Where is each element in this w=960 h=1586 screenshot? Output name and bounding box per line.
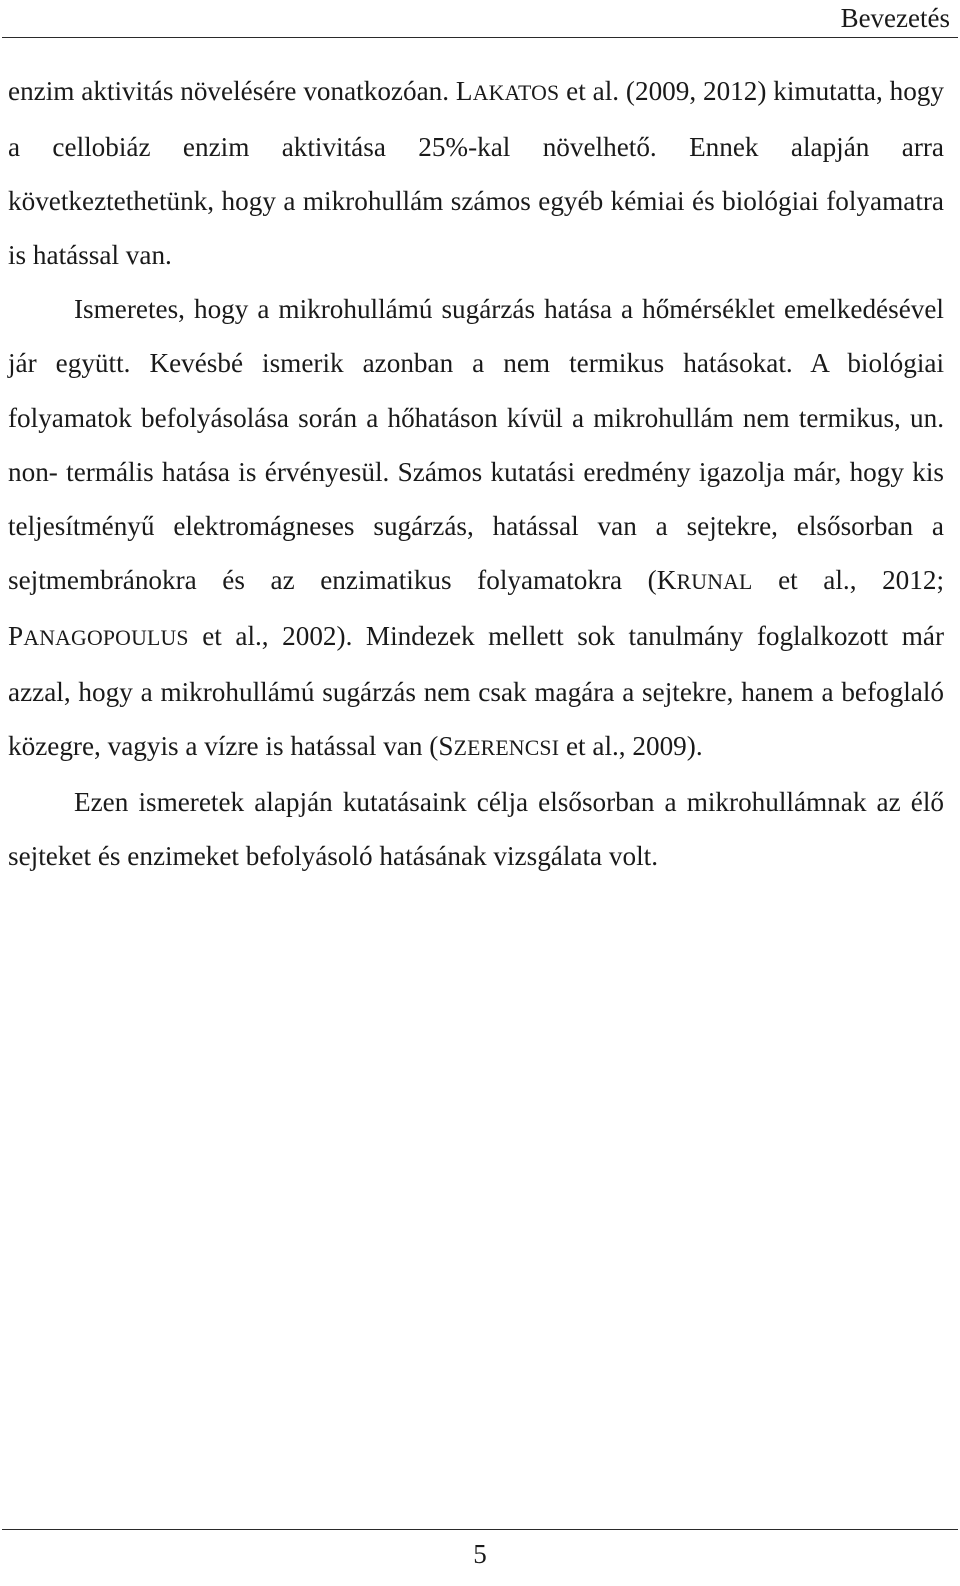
paragraph-3 <box>8 775 944 883</box>
paragraph-1-text: enzim aktivitás növelésére vonatkozóan. <box>8 76 456 106</box>
paragraph-2 <box>8 282 944 775</box>
running-title: Bevezetés <box>840 3 950 33</box>
author-smallcaps: ANAGOPOULUS <box>23 625 189 650</box>
paragraph-3-text: Ezen ismeretek alapján kutatásaink célja elsősorban a mikrohullámnak az élő sejteket és enzimeket befolyásoló hatásának vizsgálata volt. <box>8 787 944 872</box>
author-initial: L <box>455 76 473 106</box>
citation-author-lakatos <box>455 76 560 106</box>
footer-rule <box>2 1529 958 1530</box>
body-text <box>8 64 944 883</box>
citation-author-szerencsi <box>438 731 560 762</box>
paragraph-2-text-cont: et al., 2002). Mindezek mellett sok tanulmány foglalkozott már azzal, hogy a mikrohullámú sugárzás nem csak magára a sejtekre, hanem a befoglaló közegre, vagyis a vízre is hatással van ( <box>8 620 944 762</box>
page-number: 5 <box>473 1539 487 1569</box>
paragraph-1 <box>8 64 944 282</box>
header-rule <box>2 37 958 38</box>
citation-author-krunal <box>656 564 753 595</box>
paragraph-1-text-cont: et al. (2009, 2012) kimutatta, hogy a cellobiáz enzim aktivitása 25%-kal növelhető. Ennek alapján arra következtethetünk, hogy a mikrohullám számos egyéb kémiai és biológiai folyamatra is hatással van. <box>8 76 944 271</box>
author-initial: P <box>8 620 24 651</box>
paragraph-2-text-cont: et al., 2009). <box>559 731 703 762</box>
citation-author-panagopoulus <box>8 620 189 651</box>
author-initial: S <box>438 731 454 762</box>
paragraph-2-text: Ismeretes, hogy a mikrohullámú sugárzás hatása a hőmérséklet emelkedésével jár együtt. Kevésbé ismerik azonban a nem termikus hatásokat. A biológiai folyamatok befolyásolása során a hőhatáson kívül a mikrohullám nem termikus, un. non- termális hatása is érvényesül. Számos kutatási eredmény igazolja már, hogy kis teljesítményű elektromágneses sugárzás, hatással van a sejtekre, elsősorban a sejtmembránokra és az enzimatikus folyamatokra ( <box>8 294 944 595</box>
author-smallcaps: ZERENCSI <box>453 736 560 761</box>
paragraph-2-text-cont: et al., 2012; <box>752 564 944 595</box>
author-smallcaps: RUNAL <box>676 569 753 594</box>
author-smallcaps: AKATOS <box>472 81 560 105</box>
author-initial: K <box>656 564 677 595</box>
